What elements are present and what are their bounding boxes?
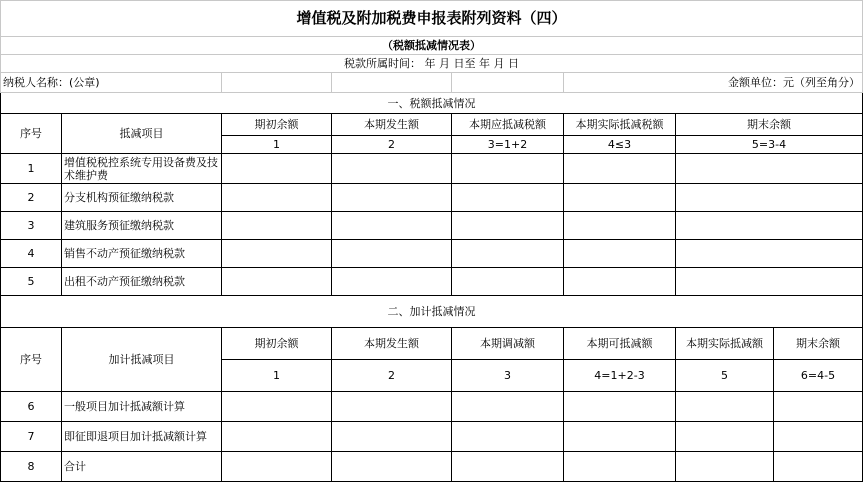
section2-col-header: 本期调减额 (452, 328, 564, 360)
section1-heading: 一、税额抵减情况 (1, 93, 863, 114)
amount-cell[interactable] (222, 392, 332, 422)
amount-cell[interactable] (452, 212, 564, 240)
row-item: 分支机构预征缴纳税款 (62, 184, 222, 212)
section2-formula: 1 (222, 360, 332, 392)
amount-cell[interactable] (564, 184, 676, 212)
amount-cell[interactable] (676, 184, 863, 212)
table-row (1, 268, 863, 296)
amount-cell[interactable] (222, 240, 332, 268)
amount-cell[interactable] (676, 268, 863, 296)
section1-formula: 5=3-4 (676, 136, 863, 154)
empty-cell (332, 73, 452, 93)
amount-cell[interactable] (564, 392, 676, 422)
row-seq: 6 (1, 392, 62, 422)
tax-period: 税款所属时间： 年 月 日至 年 月 日 (1, 55, 863, 73)
amount-cell[interactable] (676, 452, 774, 482)
row-seq: 7 (1, 422, 62, 452)
amount-cell[interactable] (332, 212, 452, 240)
amount-cell[interactable] (774, 422, 863, 452)
amount-cell[interactable] (774, 452, 863, 482)
amount-cell[interactable] (332, 422, 452, 452)
row-item: 一般项目加计抵减额计算 (62, 392, 222, 422)
amount-cell[interactable] (564, 212, 676, 240)
amount-cell[interactable] (676, 422, 774, 452)
amount-cell[interactable] (564, 452, 676, 482)
amount-cell[interactable] (332, 452, 452, 482)
amount-cell[interactable] (774, 392, 863, 422)
section1-formula: 3=1+2 (452, 136, 564, 154)
section2-item-header: 加计抵减项目 (62, 328, 222, 392)
row-seq: 4 (1, 240, 62, 268)
form-title: 增值税及附加税费申报表附列资料（四） (1, 1, 863, 37)
table-row (1, 212, 863, 240)
section2-formula: 2 (332, 360, 452, 392)
table-row (1, 184, 863, 212)
section1-col-header: 本期实际抵减税额 (564, 114, 676, 136)
amount-cell[interactable] (332, 392, 452, 422)
row-seq: 3 (1, 212, 62, 240)
section1-col-header: 期末余额 (676, 114, 863, 136)
amount-cell[interactable] (332, 184, 452, 212)
row-item: 销售不动产预征缴纳税款 (62, 240, 222, 268)
row-seq: 5 (1, 268, 62, 296)
table-row (1, 240, 863, 268)
amount-cell[interactable] (564, 154, 676, 184)
section2-col-header: 期初余额 (222, 328, 332, 360)
section1-formula: 2 (332, 136, 452, 154)
row-item: 出租不动产预征缴纳税款 (62, 268, 222, 296)
section2-formula: 3 (452, 360, 564, 392)
empty-cell (222, 73, 332, 93)
section2-seq-header: 序号 (1, 328, 62, 392)
amount-cell[interactable] (332, 268, 452, 296)
row-item: 建筑服务预征缴纳税款 (62, 212, 222, 240)
form-subtitle: （税额抵减情况表） (1, 37, 863, 55)
table-row (1, 154, 863, 184)
amount-cell[interactable] (332, 240, 452, 268)
taxpayer-name-label: 纳税人名称：(公章) (1, 73, 222, 93)
amount-cell[interactable] (452, 392, 564, 422)
amount-cell[interactable] (452, 422, 564, 452)
table-row (1, 452, 863, 482)
row-item: 即征即退项目加计抵减额计算 (62, 422, 222, 452)
section1-col-header: 期初余额 (222, 114, 332, 136)
section2-heading: 二、加计抵减情况 (1, 296, 863, 328)
empty-cell (452, 73, 564, 93)
section1-item-header: 抵减项目 (62, 114, 222, 154)
row-item: 合计 (62, 452, 222, 482)
section2-formula: 4=1+2-3 (564, 360, 676, 392)
amount-cell[interactable] (452, 240, 564, 268)
section1-formula: 4≤3 (564, 136, 676, 154)
section2-col-header: 本期实际抵减额 (676, 328, 774, 360)
table-row (1, 422, 863, 452)
amount-unit-label: 金额单位：元（列至角分） (564, 73, 863, 93)
section2-col-header: 本期可抵减额 (564, 328, 676, 360)
amount-cell[interactable] (676, 240, 863, 268)
row-seq: 2 (1, 184, 62, 212)
section1-col-header: 本期发生额 (332, 114, 452, 136)
amount-cell[interactable] (564, 422, 676, 452)
amount-cell[interactable] (564, 240, 676, 268)
amount-cell[interactable] (332, 154, 452, 184)
amount-cell[interactable] (222, 268, 332, 296)
section2-formula: 5 (676, 360, 774, 392)
row-seq: 8 (1, 452, 62, 482)
amount-cell[interactable] (676, 392, 774, 422)
amount-cell[interactable] (222, 184, 332, 212)
section1-seq-header: 序号 (1, 114, 62, 154)
section2-col-header: 期末余额 (774, 328, 863, 360)
amount-cell[interactable] (676, 154, 863, 184)
amount-cell[interactable] (564, 268, 676, 296)
section2-col-header: 本期发生额 (332, 328, 452, 360)
amount-cell[interactable] (452, 184, 564, 212)
section1-formula: 1 (222, 136, 332, 154)
amount-cell[interactable] (452, 154, 564, 184)
amount-cell[interactable] (222, 452, 332, 482)
amount-cell[interactable] (222, 154, 332, 184)
amount-cell[interactable] (452, 268, 564, 296)
amount-cell[interactable] (222, 422, 332, 452)
row-seq: 1 (1, 154, 62, 184)
amount-cell[interactable] (676, 212, 863, 240)
amount-cell[interactable] (452, 452, 564, 482)
row-item: 增值税税控系统专用设备费及技术维护费 (62, 154, 222, 184)
table-row (1, 392, 863, 422)
section2-formula: 6=4-5 (774, 360, 863, 392)
section1-col-header: 本期应抵减税额 (452, 114, 564, 136)
amount-cell[interactable] (222, 212, 332, 240)
